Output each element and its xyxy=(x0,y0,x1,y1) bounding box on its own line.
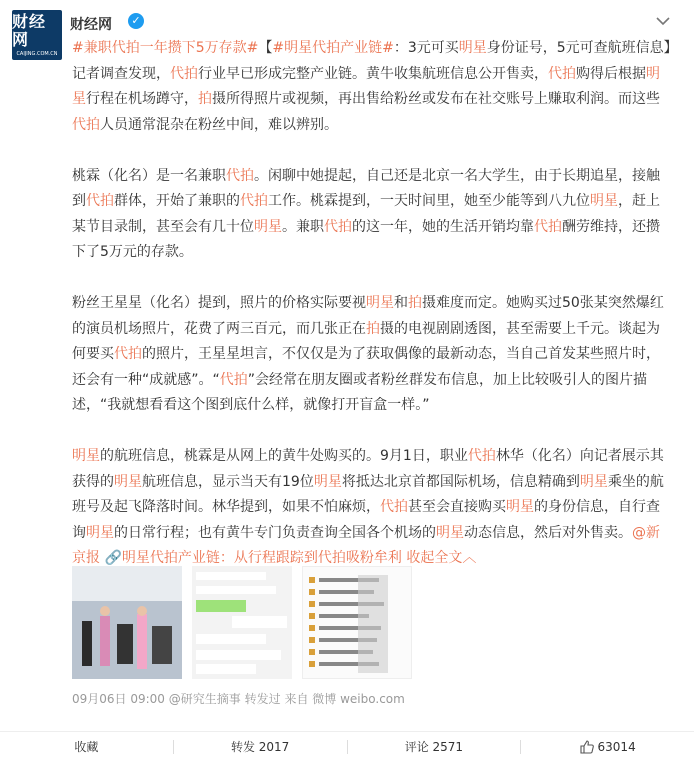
keyword-highlight: 明星 xyxy=(579,473,608,490)
text-segment: 人员通常混杂在粉丝中间，难以辨别。 xyxy=(100,116,338,133)
text-segment: 行业早已形成完整产业链。黄牛收集航班信息公开售卖， xyxy=(198,65,548,82)
account-name[interactable]: 财经网 xyxy=(70,17,112,33)
keyword-highlight: 明星 xyxy=(458,40,487,56)
text-segment: 的身份信息，自行查询 xyxy=(72,499,660,541)
topic-link-part: 代拍 xyxy=(317,550,346,566)
text-segment: 的这一年，她的生活开销均靠 xyxy=(352,218,534,235)
from-label: 来自 xyxy=(284,692,309,706)
action-bar xyxy=(0,732,694,761)
text-segment: 摄难度而定。她购买过50张某突然爆红的演员机场照片，花费了两三百元，而几张正在 xyxy=(72,295,664,337)
airport-photo-icon xyxy=(72,566,182,679)
text-segment: 航班信息，显示当天有19位 xyxy=(142,473,314,490)
post-meta xyxy=(72,690,405,707)
logo-subtext: CAIJING.COM.CN xyxy=(16,50,58,57)
post-time[interactable]: 09月06日 09:00 xyxy=(72,692,165,706)
text-segment: 酬劳维持，还攒下了5万元的存款。 xyxy=(72,218,660,260)
verified-icon: ✓ xyxy=(128,13,144,29)
text-segment: 的日常行程；也有黄牛专门负责查询全国各个机场的 xyxy=(114,524,436,541)
hashtag-link[interactable]: #兼职代拍一年攒下5万存款# xyxy=(72,40,259,56)
keyword-highlight: 明星 xyxy=(506,499,534,515)
keyword-highlight: 代拍 xyxy=(240,193,268,209)
image-thumbnail[interactable] xyxy=(302,566,412,679)
comment-label: 评论 2571 xyxy=(404,740,464,754)
text-segment: 摄的电视剧剧透图，甚至需要上千元。谈起为何要买 xyxy=(72,320,660,362)
chevron-down-icon[interactable] xyxy=(656,16,670,26)
text-segment: 购得后根据 xyxy=(576,65,646,82)
text-segment: 摄所得照片或视频，再出售给粉丝或发布在社交账号上赚取利润。而这些 xyxy=(212,91,660,107)
text-segment: 的照片，王星星坦言，不仅仅是为了获取偶像的最新动态，当自己首发某些照片时，还会有一种“成就感”。“ xyxy=(72,346,660,388)
keyword-highlight: 明星 xyxy=(313,473,342,490)
topic-link[interactable] xyxy=(104,550,401,566)
image-thumbnails xyxy=(72,566,372,679)
hashtag-link[interactable]: #明星代拍产业链# xyxy=(272,40,394,56)
favorite-button[interactable] xyxy=(0,732,173,761)
text-segment: 和 xyxy=(394,295,408,311)
logo-text: 财经网 xyxy=(12,11,47,49)
keyword-highlight: 代拍 xyxy=(170,65,198,82)
text-segment: ，赶上某节目录制，甚至会有几十位 xyxy=(72,193,660,235)
keyword-highlight: 明星 xyxy=(590,193,618,209)
keyword-highlight: 明星 xyxy=(436,524,464,541)
text-segment: 身份证号，5元可查航班信息】记者调查发现， xyxy=(72,40,671,82)
keyword-highlight: 代拍 xyxy=(534,218,562,235)
paragraph-3 xyxy=(72,291,672,419)
collapse-label: 收起全文 xyxy=(406,550,463,566)
repost-button[interactable] xyxy=(174,732,347,761)
keyword-highlight: 代拍 xyxy=(72,116,100,133)
topic-link-part: 明星代拍 xyxy=(121,550,178,566)
keyword-highlight: 代拍 xyxy=(114,346,142,362)
text-segment: 行程在机场蹲守， xyxy=(86,91,198,107)
paragraph-4 xyxy=(72,444,672,572)
keyword-highlight: 代拍 xyxy=(226,167,254,184)
like-button[interactable] xyxy=(521,732,694,761)
post-body xyxy=(72,36,672,572)
avatar[interactable] xyxy=(12,10,62,60)
text-segment: 将抵达北京首都国际机场，信息精确到 xyxy=(341,473,580,490)
text-segment: 。闲聊中她提起，自己还是北京一名大学生，由于长期追星，接触到 xyxy=(72,167,660,209)
comment-button[interactable] xyxy=(348,732,521,761)
text-segment: 粉丝王星星（化名）提到，照片的价格实际要视 xyxy=(72,295,366,311)
keyword-highlight: 明星 xyxy=(86,524,114,541)
keyword-highlight: 代拍 xyxy=(467,448,496,464)
text-segment: 乘坐的航班号及起飞降落时间。林华提到，如果不怕麻烦， xyxy=(72,473,664,515)
keyword-highlight: 明星 xyxy=(254,218,282,235)
keyword-highlight: 明星 xyxy=(72,65,660,107)
text-segment: 。兼职 xyxy=(282,218,324,235)
text-segment: 【 xyxy=(258,40,273,56)
keyword-highlight: 明星 xyxy=(114,473,142,490)
text-segment: 动态信息，然后对外售卖。 xyxy=(464,524,632,541)
source-app[interactable]: 微博 weibo.com xyxy=(312,692,405,706)
text-segment: 甚至会直接购买 xyxy=(408,499,506,515)
keyword-highlight: 代拍 xyxy=(324,218,352,235)
keyword-highlight: 代拍 xyxy=(219,371,248,388)
keyword-highlight: 代拍 xyxy=(86,193,114,209)
repost-label: 转发 2017 xyxy=(230,740,290,754)
keyword-highlight: 明星 xyxy=(366,295,394,311)
chevron-up-icon: ︿ xyxy=(462,550,477,566)
list-screenshot-icon xyxy=(303,567,412,679)
source-link[interactable]: @新京报 xyxy=(72,524,660,566)
text-segment: ：3元可买 xyxy=(393,40,459,56)
favorite-label: 收藏 xyxy=(74,740,99,754)
collapse-full-text-link[interactable] xyxy=(406,550,476,566)
text-segment: 群体，开始了兼职的 xyxy=(114,193,240,209)
keyword-highlight: 拍 xyxy=(366,320,380,337)
topic-link-part: 产业链：从行程跟踪到 xyxy=(177,550,318,566)
origin-user[interactable]: @研究生摘事 xyxy=(168,692,241,706)
reposted-label: 转发过 xyxy=(244,692,281,706)
keyword-highlight: 拍 xyxy=(408,295,422,311)
thumbs-up-icon xyxy=(580,740,594,754)
text-segment: ”会经常在朋友圈或者粉丝群发布信息，加上比较吸引人的图片描述，“我就想看看这个图到底什么样，就像打开盲盒一样。” xyxy=(72,371,648,413)
text-segment: 的航班信息，桃霖是从网上的黄牛处购买的。9月1日，职业 xyxy=(100,448,468,464)
keyword-highlight: 拍 xyxy=(198,91,212,107)
link-icon: 🔗 xyxy=(104,550,122,566)
text-segment: 林华（化名）向记者展示其获得的 xyxy=(72,448,664,490)
image-thumbnail[interactable] xyxy=(192,566,292,679)
text-segment: 工作。桃霖提到，一天时间里，她至少能等到八九位 xyxy=(268,193,590,209)
paragraph-1 xyxy=(72,36,672,138)
keyword-highlight: 代拍 xyxy=(548,65,576,82)
topic-link-part: 吸粉牟利 xyxy=(345,550,402,566)
image-thumbnail[interactable] xyxy=(72,566,182,679)
keyword-highlight: 明星 xyxy=(72,448,100,464)
chat-screenshot-icon xyxy=(192,566,292,679)
keyword-highlight: 代拍 xyxy=(380,499,408,515)
like-count: 63014 xyxy=(597,739,636,754)
paragraph-2 xyxy=(72,164,672,266)
text-segment: 桃霖（化名）是一名兼职 xyxy=(72,167,226,184)
